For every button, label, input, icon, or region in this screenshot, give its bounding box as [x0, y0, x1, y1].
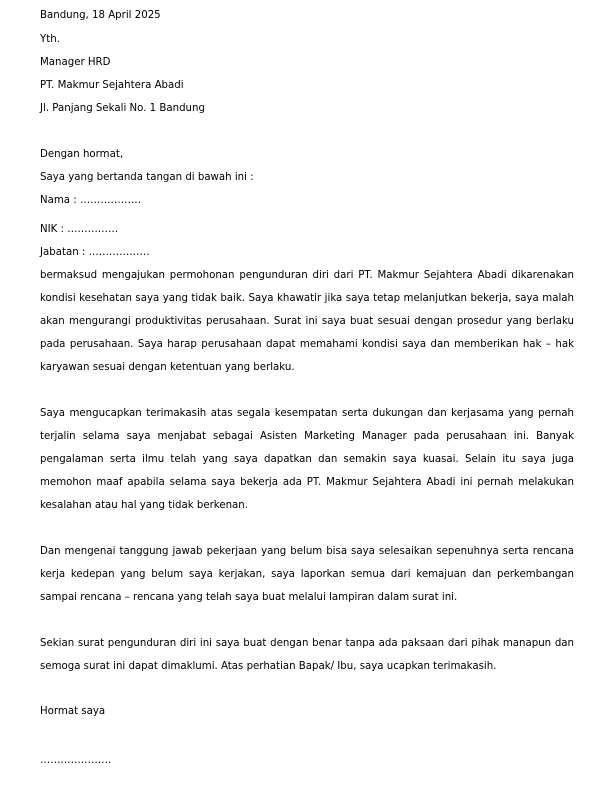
paragraph-resignation-reason: bermaksud mengajukan permohonan pengunduran diri dari PT. Makmur Sejahtera Abadi dikarenakan kondisi kesehatan saya yang tidak baik. Saya khawatir jika saya tetap melanjutkan bekerja, saya malah akan mengurangi produktivitas perusahaan. Surat ini saya buat sesuai dengan prosedur yang berlaku pada perusahaan. Saya harap perusahaan dapat memahami kondisi saya dan memberikan hak – hak karyawan sesuai dengan ketentuan yang berlaku.: [40, 270, 574, 373]
place-date: Bandung, 18 April 2025: [40, 10, 161, 21]
paragraph-gratitude: Saya mengucapkan terimakasih atas segala kesempatan serta dukungan dan kerjasama yang pernah terjalin selama saya menjabat sebagai Asisten Marketing Manager pada perusahaan ini. Banyak pengalaman serta ilmu telah yang saya dapatkan dan semakin saya kuasai. Selain itu saya juga memohon maaf apabila selama saya bekerja ada PT. Makmur Sejahtera Abadi ini pernah melakukan kesalahan atau hal yang tidak berkenan.: [40, 408, 574, 511]
recipient-to: Yth.: [40, 34, 60, 45]
greeting: Dengan hormat,: [40, 149, 124, 160]
paragraph-handover: Dan mengenai tanggung jawab pekerjaan yang belum bisa saya selesaikan sepenuhnya serta rencana kerja kedepan yang belum saya kerjakan, saya laporkan semua dari kemajuan dan perkembangan sampai rencana – rencana yang telah saya buat melalui lampiran dalam surat ini.: [40, 546, 574, 603]
recipient-title: Manager HRD: [40, 57, 111, 68]
recipient-address: Jl. Panjang Sekali No. 1 Bandung: [40, 103, 205, 114]
paragraph-closing-remarks: Sekian surat pengunduran diri ini saya buat dengan benar tanpa ada paksaan dari pihak manapun dan semoga surat ini dapat dimaklumi. Atas perhatian Bapak/ Ibu, saya ucapkan terimakasih.: [40, 638, 574, 672]
recipient-company: PT. Makmur Sejahtera Abadi: [40, 80, 184, 91]
field-jabatan: Jabatan : ………………: [40, 247, 150, 258]
field-nik: NIK : ……………: [40, 224, 119, 235]
closing-phrase: Hormat saya: [40, 706, 106, 717]
signature-placeholder: …………………: [40, 755, 112, 766]
field-nama: Nama : ………………: [40, 195, 142, 206]
intro-line: Saya yang bertanda tangan di bawah ini :: [40, 172, 254, 183]
